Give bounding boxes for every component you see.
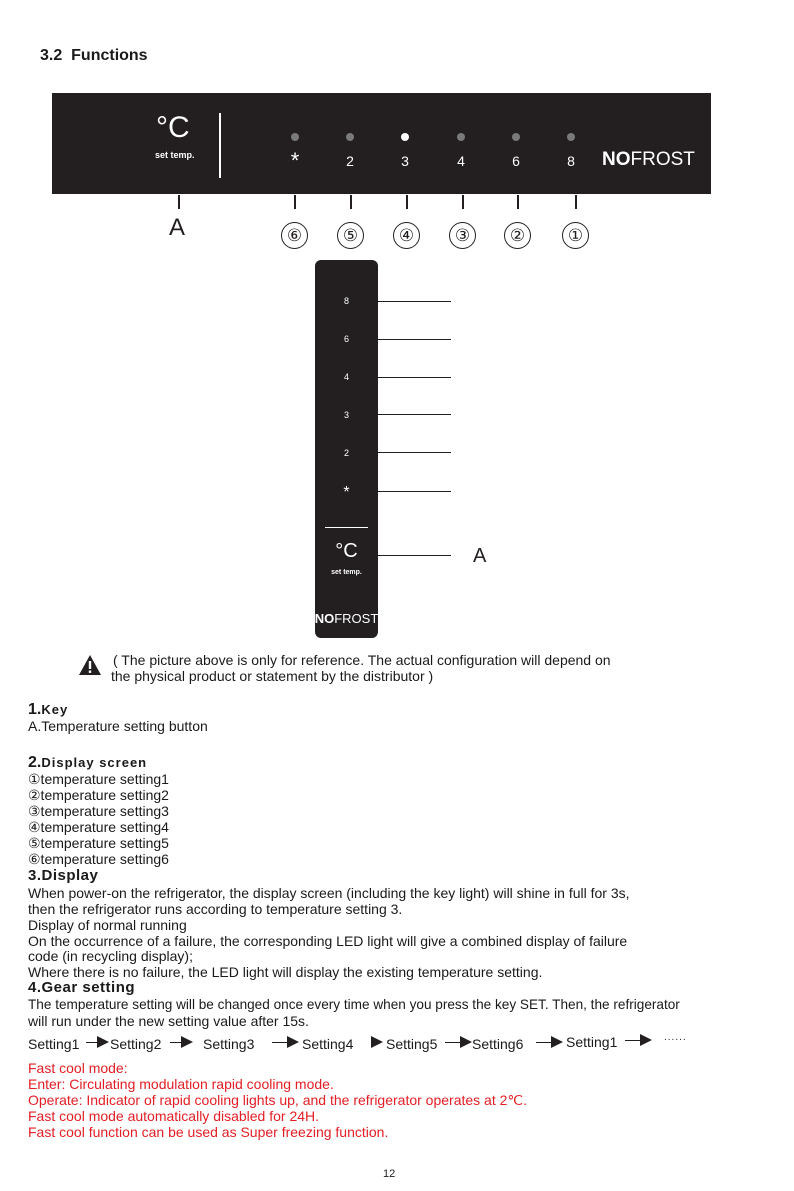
warning-line-1: ( The picture above is only for reference. The actual configuration will depend on [113,652,611,668]
leader-line [378,339,451,340]
control-panel-vertical [315,260,378,638]
sequence-step: Setting2 [110,1036,162,1052]
led-indicator [512,133,520,141]
fast-cool-line: Fast cool mode automatically disabled for 24H. [28,1108,320,1124]
fast-cool-line: Fast cool function can be used as Super freezing function. [28,1124,389,1140]
control-panel-horizontal [52,93,711,194]
display-line: Display of normal running [28,917,187,933]
level-label: 8 [567,153,575,169]
callout-tick [575,195,577,209]
callout-tick [517,195,519,209]
display-line: code (in recycling display); [28,948,193,964]
fast-cool-line: Operate: Indicator of rapid cooling lights up, and the refrigerator operates at 2℃. [28,1092,528,1108]
led-indicator [567,133,575,141]
callout-3: ③ [449,222,476,249]
leader-line [378,491,451,492]
display-line: Where there is no failure, the LED light will display the existing temperature setting. [28,964,543,980]
callout-4: ④ [393,222,420,249]
callout-1: ① [562,222,589,249]
arrow-right-icon [551,1036,563,1048]
sequence-arrow-line [625,1040,641,1041]
leader-line [378,452,451,453]
leader-line [378,377,451,378]
display-screen-item: ④temperature setting4 [28,819,169,835]
level-label: 8 [343,296,350,306]
snowflake-icon: * [290,148,300,173]
arrow-right-icon [181,1036,193,1048]
sequence-ellipsis: ...... [664,1032,687,1043]
nofrost-logo: NOFROST [602,149,695,170]
sequence-step: Setting4 [302,1036,354,1052]
level-label: 6 [512,153,520,169]
display-screen-item: ①temperature setting1 [28,771,169,787]
gear-line: will run under the new setting value after 15s. [28,1013,309,1029]
callout-tick [462,195,464,209]
led-indicator [291,133,299,141]
nofrost-logo: NOFROST [314,611,379,626]
section-title: Functions [71,47,148,64]
section-heading [40,47,148,65]
level-label: 2 [346,153,354,169]
callout-tick [406,195,408,209]
fast-cool-line: Fast cool mode: [28,1060,128,1076]
arrow-right-icon [460,1036,472,1048]
callout-5: ⑤ [337,222,364,249]
page-number: 12 [383,1168,396,1180]
arrow-right-icon [371,1036,383,1048]
callout-6: ⑥ [281,222,308,249]
sequence-arrow-line [445,1042,461,1043]
gear-line: The temperature setting will be changed once every time when you press the key SET. Then, the refrigerator [28,997,680,1012]
snowflake-icon: * [343,484,350,501]
led-indicator [457,133,465,141]
callout-tick [350,195,352,209]
leader-line [378,414,451,415]
sequence-step: Setting3 [203,1036,255,1052]
display-screen-item: ⑤temperature setting5 [28,835,169,851]
sequence-step: Setting1 [566,1034,618,1050]
display-screen-item: ⑥temperature setting6 [28,851,169,867]
level-label: 3 [401,153,409,169]
gear-heading: 4.Gear setting [28,979,136,996]
arrow-right-icon [640,1034,652,1046]
section-number: 3.2 [40,47,63,64]
level-label: 4 [457,153,465,169]
sequence-step: Setting5 [386,1036,438,1052]
led-indicator-active [401,133,409,141]
callout-tick [294,195,296,209]
warning-icon [78,654,102,676]
level-label: 2 [343,448,350,458]
led-indicator [346,133,354,141]
callout-tick [178,195,180,209]
leader-line [378,301,451,302]
arrow-right-icon [97,1036,109,1048]
warning-line-2: the physical product or statement by the distributor ) [111,668,434,684]
degree-celsius-icon[interactable]: °C [335,540,358,562]
panel-divider [219,113,221,178]
panel-divider [325,527,368,528]
sequence-step: Setting6 [472,1036,524,1052]
display-screen-item: ②temperature setting2 [28,787,169,803]
display-line: When power-on the refrigerator, the display screen (including the key light) will shine in full for 3s, [28,885,630,901]
set-temp-label: set temp. [331,569,362,576]
level-label: 6 [343,334,350,344]
sequence-step: Setting1 [28,1036,80,1052]
callout-2: ② [504,222,531,249]
display-line: then the refrigerator runs according to temperature setting 3. [28,901,403,917]
level-label: 3 [343,410,350,420]
sequence-arrow-line [536,1042,552,1043]
display-heading: 3.Display [28,867,99,884]
display-screen-heading: 2.Display screen [28,754,148,771]
arrow-right-icon [287,1036,299,1048]
set-temp-label: set temp. [155,150,195,160]
leader-line [378,555,451,556]
key-callout-a: A [473,545,487,567]
key-item: A.Temperature setting button [28,718,208,734]
sequence-arrow-line [272,1042,288,1043]
display-line: On the occurrence of a failure, the corresponding LED light will give a combined display of failure [28,933,628,949]
display-screen-item: ③temperature setting3 [28,803,169,819]
level-label: 4 [343,372,350,382]
degree-celsius-icon[interactable]: °C [156,111,190,144]
key-heading: 1.Key [28,701,69,718]
fast-cool-line: Enter: Circulating modulation rapid cooling mode. [28,1076,334,1092]
key-callout-a: A [169,214,186,241]
